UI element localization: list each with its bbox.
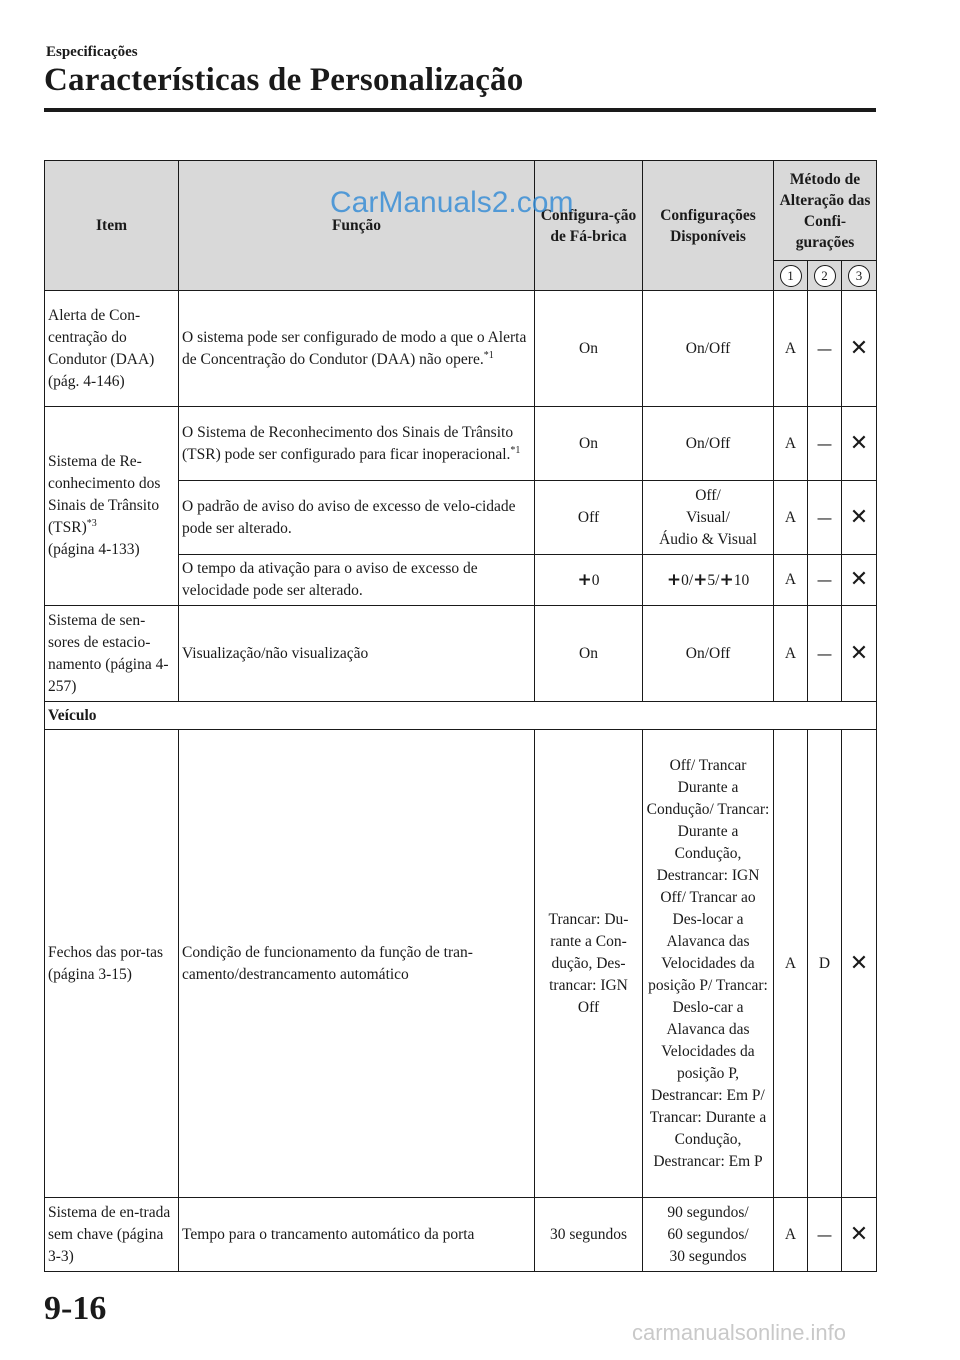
row-method-2: D (808, 730, 842, 1198)
circled-number-1: 1 (780, 265, 802, 287)
table-row-parking (45, 606, 877, 702)
customization-table (44, 160, 877, 1272)
circled-number-2: 2 (814, 265, 836, 287)
table-row-door-locks (45, 730, 877, 1198)
row-disponiveis: On/Off (643, 291, 774, 407)
row-funcao: Condição de funcionamento da função de tran-camento/destrancamento automático (179, 730, 535, 1198)
row-fabrica: 30 segundos (535, 1198, 643, 1272)
plus-icon: + (666, 569, 682, 590)
row-item-tsr (45, 407, 179, 606)
x-mark-icon: ✕ (842, 730, 877, 1198)
value-text: 5/ (707, 571, 720, 589)
header-method-2 (808, 261, 842, 291)
header-funcao: Função (179, 161, 535, 291)
row-funcao (179, 407, 535, 481)
row-method-1: A (774, 1198, 808, 1272)
dash-icon: — (808, 481, 842, 555)
table-row-tsr-1 (45, 407, 877, 481)
dash-icon: — (808, 606, 842, 702)
plus-icon: + (719, 569, 734, 590)
circled-number-3: 3 (848, 265, 870, 287)
row-funcao: Tempo para o trancamento automático da porta (179, 1198, 535, 1272)
tsr-item-page: (página 4-133) (48, 541, 140, 558)
value-text: 0/ (681, 571, 694, 589)
table-section-row (45, 702, 877, 730)
row-method-1: A (774, 291, 808, 407)
row-method-1: A (774, 555, 808, 606)
x-mark-icon: ✕ (842, 1198, 877, 1272)
x-mark-icon: ✕ (842, 291, 877, 407)
page-title: Características de Personalização (44, 62, 524, 98)
row-method-1: A (774, 481, 808, 555)
watermark-carmanuals2: CarManuals2.com (330, 186, 574, 219)
row-funcao: O tempo da ativação para o aviso de excesso de velocidade pode ser alterado. (179, 555, 535, 606)
footnote-marker: *1 (483, 349, 494, 361)
row-item: Fechos das por-tas (página 3-15) (45, 730, 179, 1198)
row-fabrica (535, 555, 643, 606)
header-method-1 (774, 261, 808, 291)
row-method-1: A (774, 606, 808, 702)
footnote-marker: *3 (86, 517, 97, 529)
row-disponiveis (643, 555, 774, 606)
row-method-1: A (774, 730, 808, 1198)
row-fabrica: Trancar: Du-rante a Con-dução, Des-trancar: IGN Off (535, 730, 643, 1198)
plus-icon: + (577, 569, 592, 590)
row-item: Alerta de Con-centração do Condutor (DAA) (pág. 4-146) (45, 291, 179, 407)
row-disponiveis (643, 1198, 774, 1272)
dash-icon: — (808, 291, 842, 407)
option-line: 60 segundos/ (667, 1225, 749, 1243)
table-row-daa (45, 291, 877, 407)
option-line: Off/ (695, 486, 721, 504)
row-fabrica: On (535, 291, 643, 407)
x-mark-icon: ✕ (842, 606, 877, 702)
footnote-marker: *1 (510, 444, 521, 456)
value-text: 10 (733, 571, 750, 589)
row-funcao (179, 291, 535, 407)
dash-icon: — (808, 555, 842, 606)
row-funcao: O padrão de aviso do aviso de excesso de velo-cidade pode ser alterado. (179, 481, 535, 555)
page-number: 9-16 (44, 1290, 107, 1327)
value-text: 0 (591, 571, 600, 589)
row-disponiveis: On/Off (643, 407, 774, 481)
row-fabrica: On (535, 407, 643, 481)
plus-icon: + (693, 569, 708, 590)
row-fabrica: Off (535, 481, 643, 555)
title-divider (44, 108, 876, 112)
header-item: Item (45, 161, 179, 291)
row-disponiveis: On/Off (643, 606, 774, 702)
x-mark-icon: ✕ (842, 555, 877, 606)
row-fabrica: On (535, 606, 643, 702)
row-disponiveis (643, 481, 774, 555)
row-method-1: A (774, 407, 808, 481)
row-item: Sistema de en-trada sem chave (página 3-3) (45, 1198, 179, 1272)
funcao-text: O Sistema de Reconhecimento dos Sinais de Trânsito (TSR) pode ser configurado para ficar inoperacional. (182, 423, 514, 463)
header-metodo: Método de Alteração das Confi-gurações (774, 161, 877, 261)
header-config-fabrica: Configura-ção de Fá-brica (535, 161, 643, 291)
table-row-keyless (45, 1198, 877, 1272)
section-label: Especificações (46, 44, 138, 60)
option-line: Visual/ (686, 508, 730, 526)
option-line: 90 segundos/ (667, 1203, 749, 1221)
section-veiculo: Veículo (45, 702, 877, 730)
option-line: 30 segundos (669, 1247, 747, 1265)
header-method-3 (842, 261, 877, 291)
watermark-carmanualsonline: carmanualsonline.info (632, 1320, 847, 1345)
funcao-text: O sistema pode ser configurado de modo a que o Alerta de Concentração do Condutor (DAA) não opere. (182, 328, 527, 368)
row-funcao: Visualização/não visualização (179, 606, 535, 702)
option-line: Áudio & Visual (659, 530, 757, 548)
header-config-disponiveis: Configurações Disponíveis (643, 161, 774, 291)
row-disponiveis: Off/ Trancar Durante a Condução/ Trancar: Durante a Condução, Destrancar: IGN Off/ Trancar ao Des-locar a Alavanca das Velocidades da posição P/ Trancar: Deslo-car a Alavanca das Velocidades da posição P, Destrancar: Em P/ Trancar: Durante a Condução, Destrancar: Em P (643, 730, 774, 1198)
dash-icon: — (808, 407, 842, 481)
x-mark-icon: ✕ (842, 481, 877, 555)
tsr-item-text: Sistema de Re-conhecimento dos Sinais de Trânsito (TSR) (48, 453, 161, 536)
dash-icon: — (808, 1198, 842, 1272)
row-item: Sistema de sen-sores de estacio-namento (página 4-257) (45, 606, 179, 702)
x-mark-icon: ✕ (842, 407, 877, 481)
